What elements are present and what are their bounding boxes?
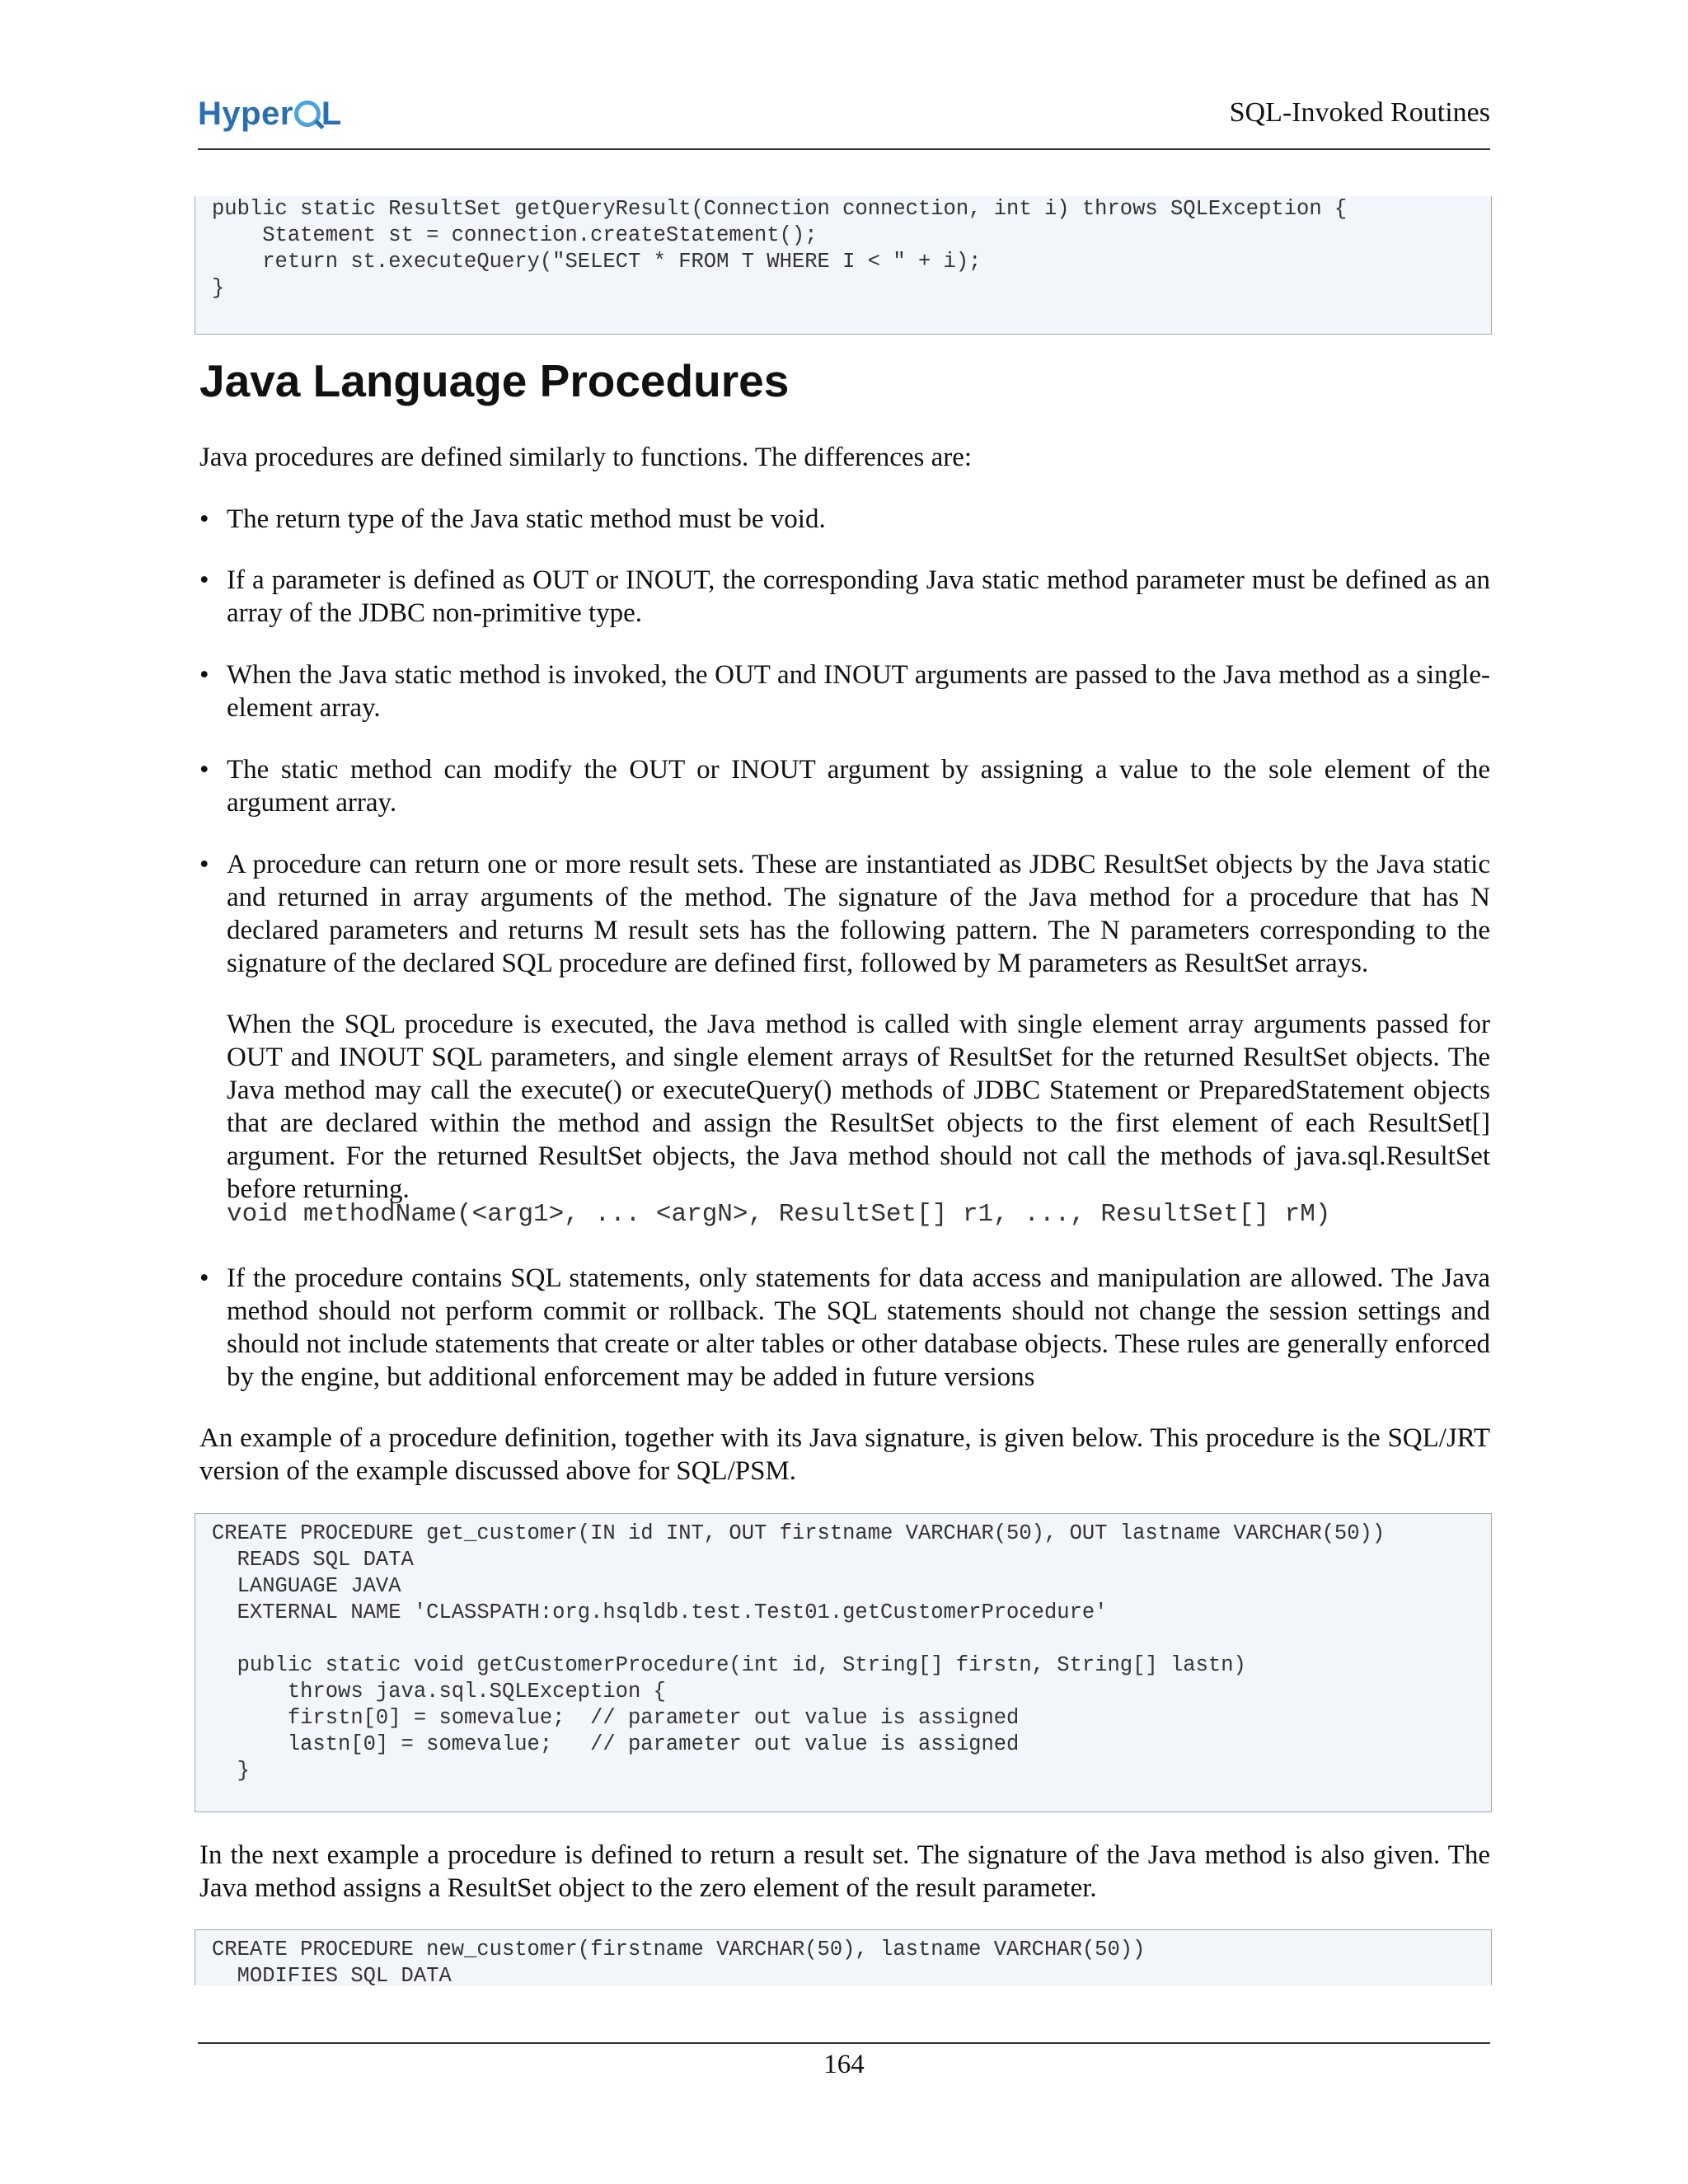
bullet-icon: •	[199, 755, 209, 785]
logo-text-end: L	[321, 96, 342, 132]
list-item	[199, 658, 1490, 724]
code-block-get-customer	[195, 1513, 1492, 1812]
list-item-continuation: When the SQL procedure is executed, the Java method is called with single element array arguments passed for OUT and INOUT SQL parameters, and single element arrays of ResultSet for the returned ResultSet objects. The Java method may call the execute() or executeQuery() methods of JDBC Statement or PreparedStatement objects that are declared within the method and assign the ResultSet objects to the first element of each ResultSet[] argument. For the returned ResultSet objects, the Java method should not call the methods of java.sql.ResultSet before returning.	[227, 1010, 1490, 1204]
code-text: CREATE PROCEDURE new_customer(firstname VARCHAR(50), lastname VARCHAR(50)) MODIFIES SQL DATA	[212, 1938, 1146, 1988]
bullet-icon: •	[199, 660, 209, 690]
list-item-text: If a parameter is defined as OUT or INOUT, the corresponding Java static method parameter must be defined as an array of the JDBC non-primitive type.	[227, 565, 1490, 628]
list-item	[199, 848, 1490, 1206]
section-title: SQL-Invoked Routines	[1229, 97, 1490, 128]
bullet-icon: •	[199, 504, 209, 534]
list-item-text: If the procedure contains SQL statements, only statements for data access and manipulation are allowed. The Java method should not perform commit or rollback. The SQL statements should not change the session settings and should not include statements that create or alter tables or other database objects. These rules are generally enforced by the engine, but additional enforcement may be added in future versions	[227, 1263, 1490, 1392]
list-item	[199, 564, 1490, 630]
list-item-text: The static method can modify the OUT or INOUT argument by assigning a value to the sole element of the argument array.	[227, 755, 1490, 818]
list-item	[199, 753, 1490, 819]
code-text: public static ResultSet getQueryResult(Connection connection, int i) throws SQLException { Statement st = connection.createStatement(); return st.executeQuery("SELECT * FROM T WHERE I < " + i); }	[212, 197, 1348, 300]
section-heading: Java Language Procedures	[199, 355, 790, 406]
list-item-text: A procedure can return one or more result sets. These are instantiated as JDBC ResultSet objects by the Java static and returned in array arguments of the method. The signature of the Java method for a procedure that has N declared parameters and returns M result sets has the following pattern. The N parameters corresponding to the signature of the declared SQL procedure are defined first, followed by M parameters as ResultSet arrays.	[227, 850, 1490, 978]
code-block-query-result	[195, 196, 1492, 335]
logo-text-start: Hyper	[198, 96, 293, 132]
list-item	[199, 1262, 1490, 1394]
bullet-icon: •	[199, 850, 209, 879]
page-number: 164	[823, 2050, 865, 2079]
logo-magnifier-icon	[294, 101, 321, 127]
next-example-paragraph: In the next example a procedure is defined to return a result set. The signature of the Java method is also given. The Java method assigns a ResultSet object to the zero element of the result parameter.	[199, 1840, 1490, 1903]
example-intro-paragraph: An example of a procedure definition, together with its Java signature, is given below. This procedure is the SQL/JRT version of the example discussed above for SQL/PSM.	[199, 1423, 1490, 1486]
method-signature: void methodName(<arg1>, ... <argN>, ResultSet[] r1, ..., ResultSet[] rM)	[227, 1200, 1331, 1229]
page-header	[198, 91, 1490, 150]
intro-paragraph: Java procedures are defined similarly to functions. The differences are:	[199, 443, 973, 472]
code-text: CREATE PROCEDURE get_customer(IN id INT, OUT firstname VARCHAR(50), OUT lastname VARCHAR(50)) READS SQL DATA LANGUAGE JAVA EXTERNAL NAME 'CLASSPATH:org.hsqldb.test.Test01.getCustomerProcedure' public static void getCustomerProcedure(int id, String[] firstn, String[] lastn) throws java.sql.SQLException { firstn[0] = somevalue; // parameter out value is assigned lastn[0] = somevalue; // parameter out value is assigned }	[212, 1521, 1386, 1783]
list-item-text: The return type of the Java static method must be void.	[227, 504, 826, 534]
bullet-icon: •	[199, 565, 209, 595]
bullet-icon: •	[199, 1263, 209, 1293]
footer-divider	[198, 2042, 1490, 2044]
code-block-new-customer	[195, 1929, 1492, 1988]
list-item-text: When the Java static method is invoked, the OUT and INOUT arguments are passed to the Java method as a single-element array.	[227, 660, 1490, 723]
list-item	[199, 503, 1490, 536]
hypersql-logo	[198, 96, 342, 133]
